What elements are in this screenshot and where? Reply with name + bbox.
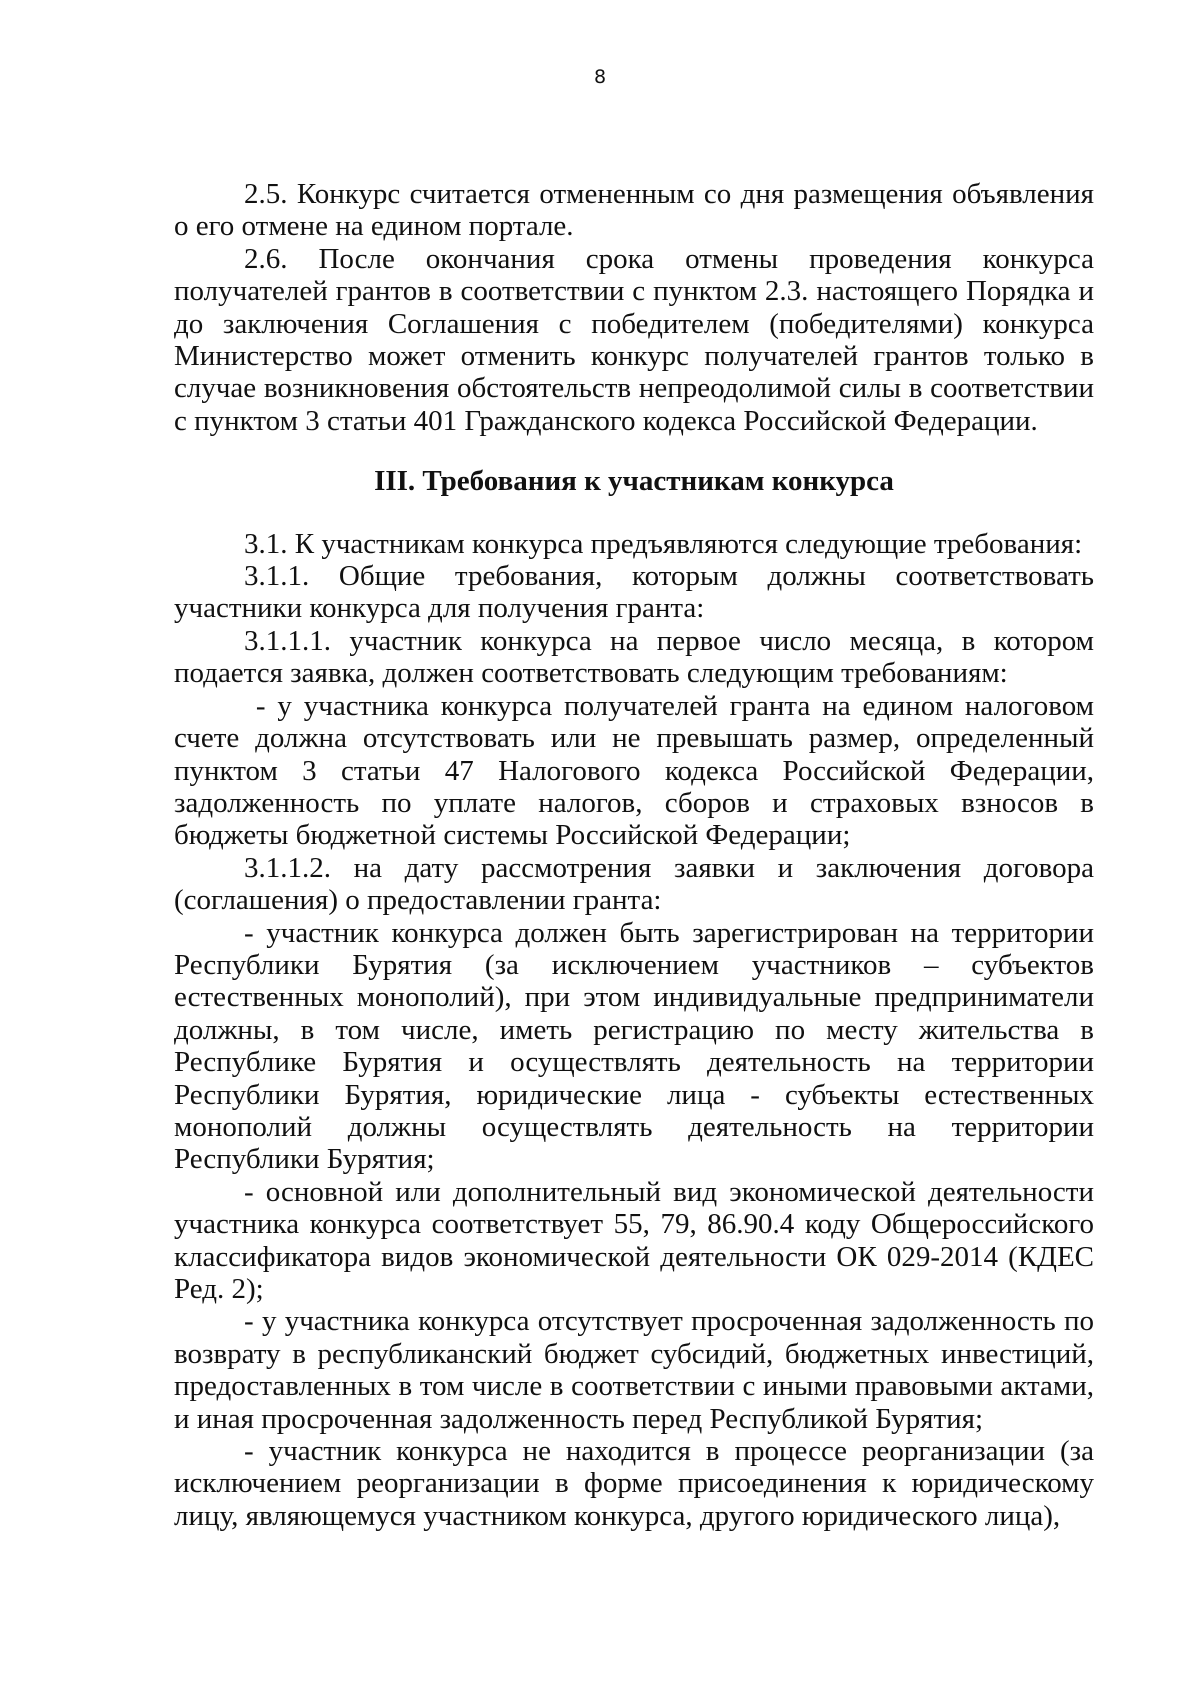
page-number: 8 xyxy=(593,66,607,88)
document-body xyxy=(174,178,1102,1532)
paragraph-3-1-1-2: 3.1.1.2. на дату рассмотрения заявки и заключения договора (соглашения) о предоставлении гранта: xyxy=(174,851,1102,917)
paragraph-2-5: 2.5. Конкурс считается отмененным со дня размещения объявления о его отмене на едином портале. xyxy=(174,178,1102,243)
requirement-registration: - участник конкурса должен быть зарегистрирован на территории Республики Бурятия (за исключением участников – субъектов естественных монополий), при этом индивидуальные предприниматели должны, в том числе, иметь регистрацию по месту жительства в Республике Бурятия и осуществлять деятельность на территории Республики Бурятия, юридические лица - субъекты естественных монополий должны осуществлять деятельность на территории Республики Бурятия; xyxy=(174,916,1102,1176)
requirement-reorganization: - участник конкурса не находится в процессе реорганизации (за исключением реорганизации в форме присоединения к юридическому лицу, являющемуся участником конкурса, другого юридического лица), xyxy=(174,1435,1102,1532)
requirement-activity-code: - основной или дополнительный вид экономической деятельности участника конкурса соответствует 55, 79, 86.90.4 коду Общероссийского классификатора видов экономической деятельности ОК 029-2014 (КДЕС Ред. 2); xyxy=(174,1175,1102,1305)
paragraph-3-1: 3.1. К участникам конкурса предъявляются следующие требования: xyxy=(244,527,1083,560)
paragraph-2-6: 2.6. После окончания срока отмены проведения конкурса получателей грантов в соответствии с пунктом 2.3. настоящего Порядка и до заключения Соглашения с победителем (победителями) конкурса Министерство может отменить конкурс получателей грантов только в случае возникновения обстоятельств непреодолимой силы в соответствии с пунктом 3 статьи 401 Гражданского кодекса Российской Федерации. xyxy=(174,242,1102,437)
requirement-overdue-debt: - у участника конкурса отсутствует просроченная задолженность по возврату в республиканский бюджет субсидий, бюджетных инвестиций, предоставленных в том числе в соответствии с иными правовыми актами, и иная просроченная задолженность перед Республикой Бурятия; xyxy=(174,1305,1102,1435)
requirement-tax-debt: - у участника конкурса получателей гранта на едином налоговом счете должна отсутствовать или не превышать размер, определенный пунктом 3 статьи 47 Налогового кодекса Российской Федерации, задолженность по уплате налогов, сборов и страховых взносов в бюджеты бюджетной системы Российской Федерации; xyxy=(174,689,1102,852)
paragraph-3-1-1: 3.1.1. Общие требования, которым должны соответствовать участники конкурса для получения гранта: xyxy=(174,560,1102,625)
section-heading: III. Требования к участникам конкурса xyxy=(374,465,894,498)
paragraph-3-1-1-1: 3.1.1.1. участник конкурса на первое число месяца, в котором подается заявка, должен соответствовать следующим требованиям: xyxy=(174,624,1102,690)
